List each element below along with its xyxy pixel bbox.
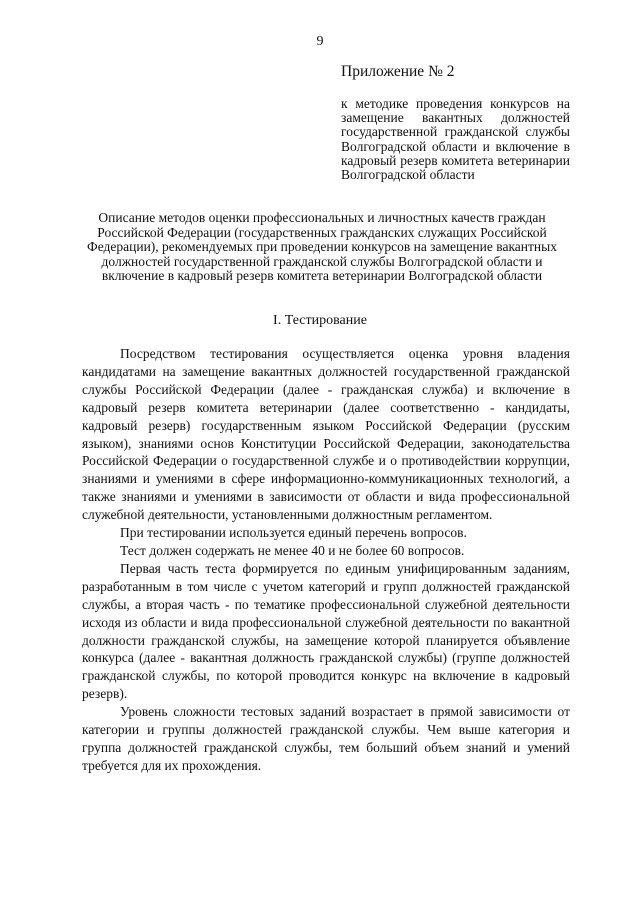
paragraph: При тестировании используется единый перечень вопросов. xyxy=(120,525,467,541)
page-number: 9 xyxy=(316,34,324,49)
appendix-block xyxy=(341,63,570,182)
body-text xyxy=(82,345,570,775)
paragraph: Посредством тестирования осуществляется оценка уровня владения кандидатами на замещение вакантных должностей государственной гражданской службы Российской Федерации (далее - гражданская служба) и включение в кадровый резерв комитета ветеринарии (далее соответственно - кандидаты, кадровый резерв) государственным языком Российской Федерации (русским языком), знаниями основ Конституции Российской Федерации, законодательства Российской Федерации о государственной службе и о противодействии коррупции, знаниями и умениями в сфере информационно-коммуникационных технологий, а также знаниями и умениями в зависимости от области и вида профессиональной служебной деятельности, установленными должностным регламентом. xyxy=(82,346,570,523)
appendix-title: Приложение № 2 xyxy=(341,63,455,80)
document-title: Описание методов оценки профессиональных и личностных качеств граждан Российской Федерации (государственных гражданских служащих Российской Федерации), рекомендуемых при проведении конкурсов на замещение вакантных должностей государственной гражданской службы Волгоградской области и включение в кадровый резерв комитета ветеринарии Волгоградской области xyxy=(87,210,557,283)
paragraph: Первая часть теста формируется по единым унифицированным заданиям, разработанным в том числе с учетом категорий и групп должностей гражданской службы, а вторая часть - по тематике профессиональной служебной деятельности исходя из области и вида профессиональной служебной деятельности по вакантной должности гражданской службы, на замещение которой планируется объявление конкурса (далее - вакантная должность гражданской службы) (группе должностей гражданской службы, по которой проводится конкурс на включение в кадровый резерв). xyxy=(82,560,570,702)
appendix-text: к методике проведения конкурсов на замещение вакантных должностей государственной гражданской службы Волгоградской области и включение в кадровый резерв комитета ветеринарии Волгоградской области xyxy=(341,96,570,183)
paragraph: Тест должен содержать не менее 40 и не более 60 вопросов. xyxy=(120,542,465,558)
paragraph: Уровень сложности тестовых заданий возрастает в прямой зависимости от категории и группы должностей гражданской службы. Чем выше категория и группа должностей гражданской службы, тем больший объем знаний и умений требуется для их прохождения. xyxy=(82,704,570,773)
section-heading: I. Тестирование xyxy=(273,313,367,328)
